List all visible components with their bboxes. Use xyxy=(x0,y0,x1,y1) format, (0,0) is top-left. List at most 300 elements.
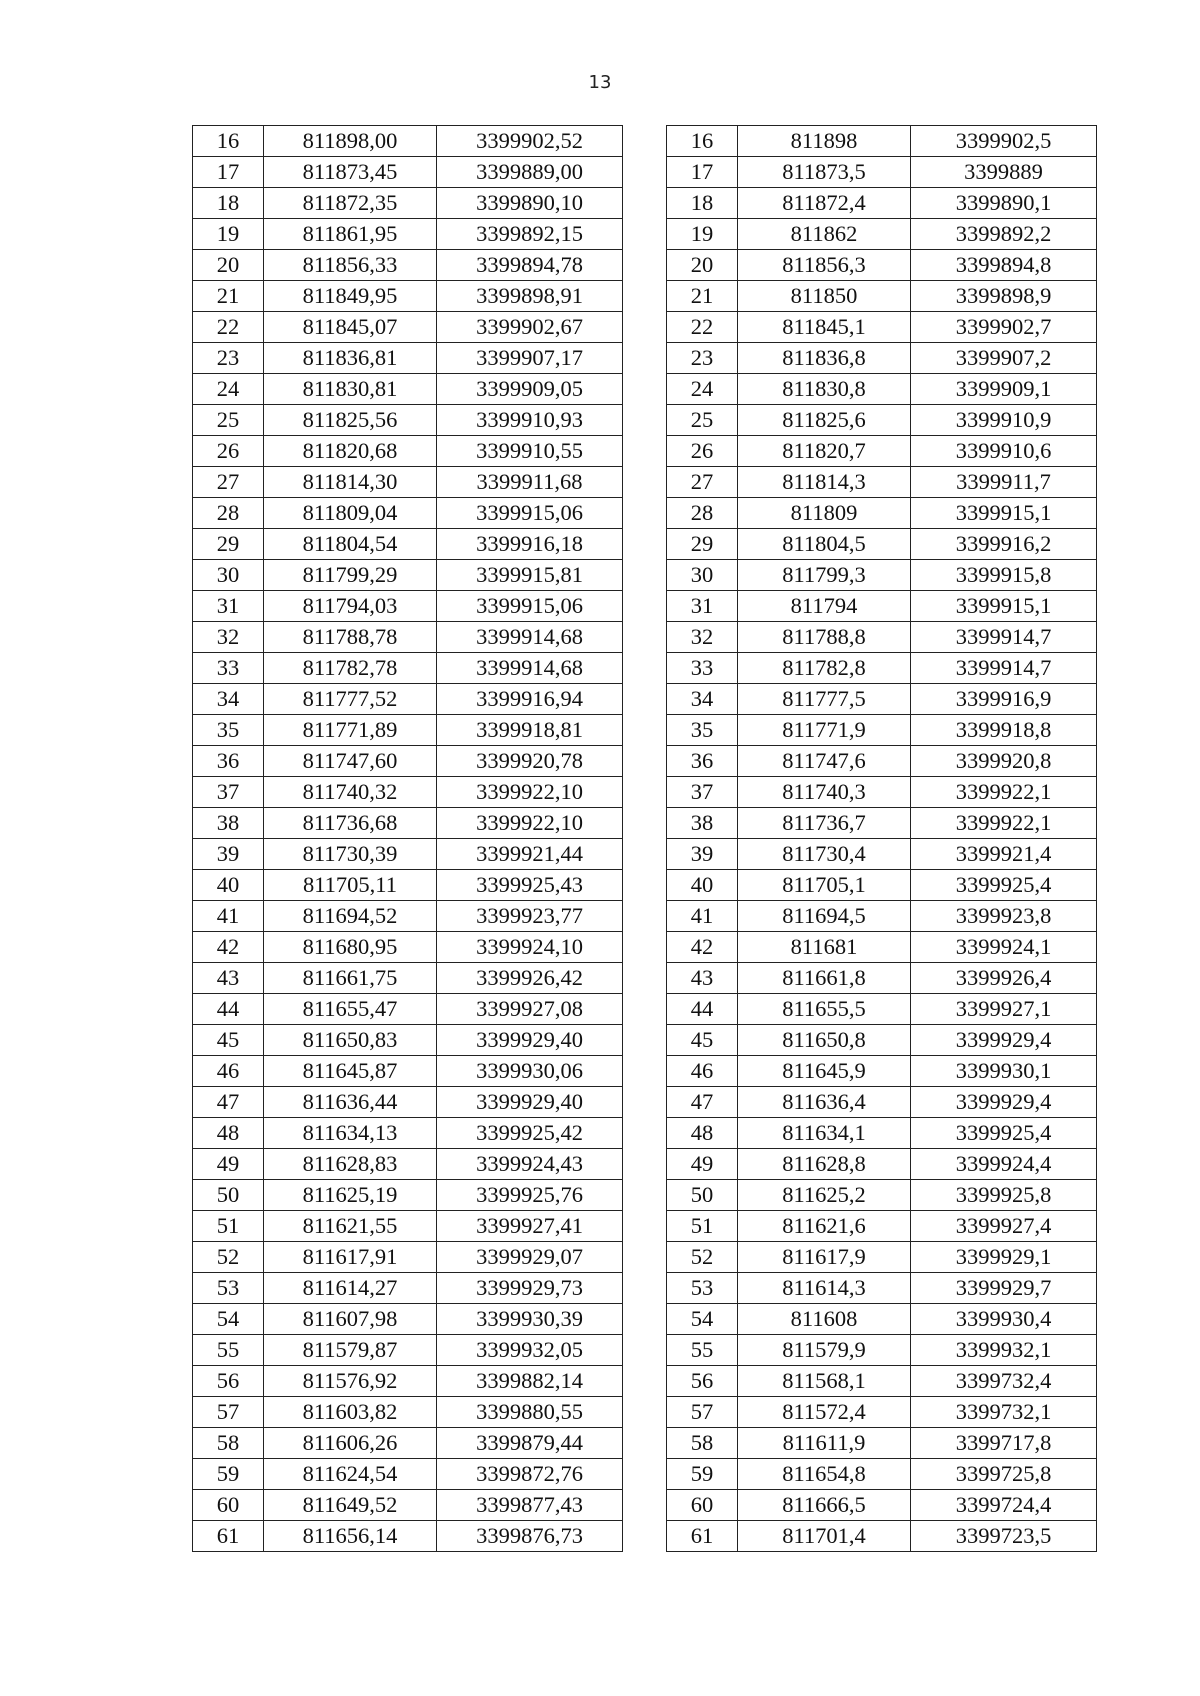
point-number-cell: 41 xyxy=(193,901,264,932)
y-coordinate-cell: 3399910,9 xyxy=(911,405,1097,436)
point-number-cell: 25 xyxy=(667,405,738,436)
y-coordinate-cell: 3399925,8 xyxy=(911,1180,1097,1211)
x-coordinate-cell: 811850 xyxy=(738,281,911,312)
y-coordinate-cell: 3399902,7 xyxy=(911,312,1097,343)
table-row xyxy=(193,1366,623,1397)
table-row xyxy=(667,188,1097,219)
x-coordinate-cell: 811898 xyxy=(738,126,911,157)
y-coordinate-cell: 3399902,5 xyxy=(911,126,1097,157)
x-coordinate-cell: 811655,47 xyxy=(264,994,437,1025)
y-coordinate-cell: 3399921,4 xyxy=(911,839,1097,870)
y-coordinate-cell: 3399914,68 xyxy=(437,653,623,684)
x-coordinate-cell: 811862 xyxy=(738,219,911,250)
y-coordinate-cell: 3399915,1 xyxy=(911,498,1097,529)
table-row xyxy=(667,1149,1097,1180)
y-coordinate-cell: 3399910,93 xyxy=(437,405,623,436)
y-coordinate-cell: 3399927,41 xyxy=(437,1211,623,1242)
point-number-cell: 51 xyxy=(193,1211,264,1242)
table-row xyxy=(193,622,623,653)
y-coordinate-cell: 3399725,8 xyxy=(911,1459,1097,1490)
y-coordinate-cell: 3399930,4 xyxy=(911,1304,1097,1335)
point-number-cell: 45 xyxy=(667,1025,738,1056)
x-coordinate-cell: 811872,4 xyxy=(738,188,911,219)
table-row xyxy=(193,808,623,839)
y-coordinate-cell: 3399914,68 xyxy=(437,622,623,653)
y-coordinate-cell: 3399916,94 xyxy=(437,684,623,715)
point-number-cell: 39 xyxy=(667,839,738,870)
point-number-cell: 51 xyxy=(667,1211,738,1242)
point-number-cell: 48 xyxy=(193,1118,264,1149)
x-coordinate-cell: 811740,3 xyxy=(738,777,911,808)
table-row xyxy=(193,1490,623,1521)
point-number-cell: 61 xyxy=(667,1521,738,1552)
x-coordinate-cell: 811656,14 xyxy=(264,1521,437,1552)
x-coordinate-cell: 811624,54 xyxy=(264,1459,437,1490)
table-row xyxy=(193,1087,623,1118)
point-number-cell: 45 xyxy=(193,1025,264,1056)
x-coordinate-cell: 811705,1 xyxy=(738,870,911,901)
y-coordinate-cell: 3399927,08 xyxy=(437,994,623,1025)
point-number-cell: 52 xyxy=(193,1242,264,1273)
y-coordinate-cell: 3399923,77 xyxy=(437,901,623,932)
point-number-cell: 21 xyxy=(667,281,738,312)
table-row xyxy=(193,405,623,436)
point-number-cell: 57 xyxy=(667,1397,738,1428)
y-coordinate-cell: 3399889,00 xyxy=(437,157,623,188)
y-coordinate-cell: 3399880,55 xyxy=(437,1397,623,1428)
x-coordinate-cell: 811576,92 xyxy=(264,1366,437,1397)
table-row xyxy=(667,436,1097,467)
x-coordinate-cell: 811579,87 xyxy=(264,1335,437,1366)
y-coordinate-cell: 3399909,05 xyxy=(437,374,623,405)
table-row xyxy=(193,932,623,963)
point-number-cell: 47 xyxy=(667,1087,738,1118)
point-number-cell: 61 xyxy=(193,1521,264,1552)
y-coordinate-cell: 3399925,42 xyxy=(437,1118,623,1149)
table-row xyxy=(667,932,1097,963)
point-number-cell: 39 xyxy=(193,839,264,870)
table-row xyxy=(667,746,1097,777)
table-row xyxy=(193,436,623,467)
y-coordinate-cell: 3399898,9 xyxy=(911,281,1097,312)
table-row xyxy=(193,591,623,622)
x-coordinate-cell: 811572,4 xyxy=(738,1397,911,1428)
table-row xyxy=(667,870,1097,901)
x-coordinate-cell: 811628,83 xyxy=(264,1149,437,1180)
point-number-cell: 55 xyxy=(667,1335,738,1366)
table-row xyxy=(667,1428,1097,1459)
table-row xyxy=(193,188,623,219)
x-coordinate-cell: 811825,56 xyxy=(264,405,437,436)
point-number-cell: 49 xyxy=(193,1149,264,1180)
x-coordinate-cell: 811849,95 xyxy=(264,281,437,312)
x-coordinate-cell: 811777,52 xyxy=(264,684,437,715)
table-row xyxy=(667,157,1097,188)
table-row xyxy=(193,963,623,994)
table-row xyxy=(193,1397,623,1428)
y-coordinate-cell: 3399914,7 xyxy=(911,653,1097,684)
x-coordinate-cell: 811579,9 xyxy=(738,1335,911,1366)
table-row xyxy=(667,715,1097,746)
table-row xyxy=(667,1273,1097,1304)
point-number-cell: 46 xyxy=(193,1056,264,1087)
x-coordinate-cell: 811617,9 xyxy=(738,1242,911,1273)
y-coordinate-cell: 3399902,52 xyxy=(437,126,623,157)
y-coordinate-cell: 3399924,1 xyxy=(911,932,1097,963)
table-row xyxy=(193,1428,623,1459)
x-coordinate-cell: 811794 xyxy=(738,591,911,622)
x-coordinate-cell: 811782,8 xyxy=(738,653,911,684)
table-row xyxy=(667,529,1097,560)
y-coordinate-cell: 3399921,44 xyxy=(437,839,623,870)
y-coordinate-cell: 3399926,42 xyxy=(437,963,623,994)
point-number-cell: 55 xyxy=(193,1335,264,1366)
table-row xyxy=(667,405,1097,436)
table-row xyxy=(667,1118,1097,1149)
x-coordinate-cell: 811804,5 xyxy=(738,529,911,560)
point-number-cell: 53 xyxy=(667,1273,738,1304)
table-row xyxy=(667,1211,1097,1242)
x-coordinate-cell: 811634,1 xyxy=(738,1118,911,1149)
y-coordinate-cell: 3399925,76 xyxy=(437,1180,623,1211)
y-coordinate-cell: 3399916,2 xyxy=(911,529,1097,560)
point-number-cell: 28 xyxy=(667,498,738,529)
point-number-cell: 27 xyxy=(667,467,738,498)
table-row xyxy=(667,250,1097,281)
table-row xyxy=(667,1397,1097,1428)
point-number-cell: 21 xyxy=(193,281,264,312)
x-coordinate-cell: 811804,54 xyxy=(264,529,437,560)
point-number-cell: 43 xyxy=(193,963,264,994)
table-row xyxy=(193,1273,623,1304)
table-row xyxy=(193,498,623,529)
table-row xyxy=(193,839,623,870)
point-number-cell: 22 xyxy=(667,312,738,343)
point-number-cell: 20 xyxy=(193,250,264,281)
x-coordinate-cell: 811788,8 xyxy=(738,622,911,653)
table-row xyxy=(667,622,1097,653)
y-coordinate-cell: 3399915,8 xyxy=(911,560,1097,591)
x-coordinate-cell: 811736,68 xyxy=(264,808,437,839)
point-number-cell: 41 xyxy=(667,901,738,932)
x-coordinate-cell: 811873,45 xyxy=(264,157,437,188)
y-coordinate-cell: 3399925,43 xyxy=(437,870,623,901)
table-row xyxy=(667,1304,1097,1335)
table-row xyxy=(193,219,623,250)
right-coordinates-table xyxy=(666,125,1097,1552)
point-number-cell: 57 xyxy=(193,1397,264,1428)
x-coordinate-cell: 811777,5 xyxy=(738,684,911,715)
table-row xyxy=(193,1149,623,1180)
y-coordinate-cell: 3399929,40 xyxy=(437,1025,623,1056)
point-number-cell: 40 xyxy=(193,870,264,901)
table-row xyxy=(667,281,1097,312)
point-number-cell: 36 xyxy=(667,746,738,777)
y-coordinate-cell: 3399915,06 xyxy=(437,591,623,622)
x-coordinate-cell: 811814,30 xyxy=(264,467,437,498)
table-row xyxy=(667,126,1097,157)
point-number-cell: 34 xyxy=(667,684,738,715)
left-coordinates-table xyxy=(192,125,623,1552)
y-coordinate-cell: 3399924,4 xyxy=(911,1149,1097,1180)
point-number-cell: 19 xyxy=(667,219,738,250)
x-coordinate-cell: 811845,07 xyxy=(264,312,437,343)
x-coordinate-cell: 811836,8 xyxy=(738,343,911,374)
y-coordinate-cell: 3399916,9 xyxy=(911,684,1097,715)
point-number-cell: 29 xyxy=(193,529,264,560)
table-row xyxy=(667,1242,1097,1273)
x-coordinate-cell: 811568,1 xyxy=(738,1366,911,1397)
y-coordinate-cell: 3399929,07 xyxy=(437,1242,623,1273)
x-coordinate-cell: 811836,81 xyxy=(264,343,437,374)
y-coordinate-cell: 3399910,55 xyxy=(437,436,623,467)
point-number-cell: 47 xyxy=(193,1087,264,1118)
table-row xyxy=(667,219,1097,250)
y-coordinate-cell: 3399922,10 xyxy=(437,808,623,839)
point-number-cell: 31 xyxy=(667,591,738,622)
point-number-cell: 36 xyxy=(193,746,264,777)
y-coordinate-cell: 3399929,1 xyxy=(911,1242,1097,1273)
point-number-cell: 26 xyxy=(667,436,738,467)
point-number-cell: 35 xyxy=(667,715,738,746)
left-table-body xyxy=(193,126,623,1552)
y-coordinate-cell: 3399920,78 xyxy=(437,746,623,777)
x-coordinate-cell: 811634,13 xyxy=(264,1118,437,1149)
table-row xyxy=(193,1521,623,1552)
x-coordinate-cell: 811607,98 xyxy=(264,1304,437,1335)
point-number-cell: 60 xyxy=(193,1490,264,1521)
x-coordinate-cell: 811650,8 xyxy=(738,1025,911,1056)
x-coordinate-cell: 811825,6 xyxy=(738,405,911,436)
x-coordinate-cell: 811645,9 xyxy=(738,1056,911,1087)
x-coordinate-cell: 811614,3 xyxy=(738,1273,911,1304)
y-coordinate-cell: 3399922,10 xyxy=(437,777,623,808)
point-number-cell: 49 xyxy=(667,1149,738,1180)
y-coordinate-cell: 3399925,4 xyxy=(911,870,1097,901)
x-coordinate-cell: 811740,32 xyxy=(264,777,437,808)
y-coordinate-cell: 3399932,1 xyxy=(911,1335,1097,1366)
y-coordinate-cell: 3399911,68 xyxy=(437,467,623,498)
x-coordinate-cell: 811771,89 xyxy=(264,715,437,746)
x-coordinate-cell: 811606,26 xyxy=(264,1428,437,1459)
y-coordinate-cell: 3399876,73 xyxy=(437,1521,623,1552)
y-coordinate-cell: 3399879,44 xyxy=(437,1428,623,1459)
y-coordinate-cell: 3399717,8 xyxy=(911,1428,1097,1459)
table-row xyxy=(667,963,1097,994)
point-number-cell: 34 xyxy=(193,684,264,715)
table-row xyxy=(667,839,1097,870)
table-row xyxy=(193,250,623,281)
point-number-cell: 50 xyxy=(667,1180,738,1211)
x-coordinate-cell: 811820,7 xyxy=(738,436,911,467)
y-coordinate-cell: 3399907,17 xyxy=(437,343,623,374)
point-number-cell: 37 xyxy=(193,777,264,808)
y-coordinate-cell: 3399872,76 xyxy=(437,1459,623,1490)
y-coordinate-cell: 3399915,06 xyxy=(437,498,623,529)
point-number-cell: 18 xyxy=(667,188,738,219)
table-row xyxy=(193,374,623,405)
y-coordinate-cell: 3399926,4 xyxy=(911,963,1097,994)
point-number-cell: 42 xyxy=(667,932,738,963)
x-coordinate-cell: 811636,44 xyxy=(264,1087,437,1118)
y-coordinate-cell: 3399724,4 xyxy=(911,1490,1097,1521)
x-coordinate-cell: 811636,4 xyxy=(738,1087,911,1118)
x-coordinate-cell: 811747,6 xyxy=(738,746,911,777)
table-row xyxy=(667,1366,1097,1397)
x-coordinate-cell: 811799,29 xyxy=(264,560,437,591)
point-number-cell: 24 xyxy=(667,374,738,405)
x-coordinate-cell: 811611,9 xyxy=(738,1428,911,1459)
table-row xyxy=(193,560,623,591)
table-row xyxy=(193,281,623,312)
point-number-cell: 17 xyxy=(193,157,264,188)
x-coordinate-cell: 811666,5 xyxy=(738,1490,911,1521)
y-coordinate-cell: 3399924,43 xyxy=(437,1149,623,1180)
y-coordinate-cell: 3399916,18 xyxy=(437,529,623,560)
x-coordinate-cell: 811799,3 xyxy=(738,560,911,591)
x-coordinate-cell: 811809 xyxy=(738,498,911,529)
table-row xyxy=(667,1459,1097,1490)
x-coordinate-cell: 811814,3 xyxy=(738,467,911,498)
point-number-cell: 16 xyxy=(193,126,264,157)
table-row xyxy=(667,901,1097,932)
point-number-cell: 17 xyxy=(667,157,738,188)
table-row xyxy=(193,1304,623,1335)
y-coordinate-cell: 3399925,4 xyxy=(911,1118,1097,1149)
point-number-cell: 50 xyxy=(193,1180,264,1211)
point-number-cell: 24 xyxy=(193,374,264,405)
table-row xyxy=(667,560,1097,591)
table-row xyxy=(667,1490,1097,1521)
y-coordinate-cell: 3399732,1 xyxy=(911,1397,1097,1428)
point-number-cell: 19 xyxy=(193,219,264,250)
table-row xyxy=(193,1242,623,1273)
y-coordinate-cell: 3399890,1 xyxy=(911,188,1097,219)
point-number-cell: 27 xyxy=(193,467,264,498)
point-number-cell: 23 xyxy=(193,343,264,374)
y-coordinate-cell: 3399909,1 xyxy=(911,374,1097,405)
point-number-cell: 35 xyxy=(193,715,264,746)
x-coordinate-cell: 811694,5 xyxy=(738,901,911,932)
y-coordinate-cell: 3399882,14 xyxy=(437,1366,623,1397)
table-row xyxy=(667,1180,1097,1211)
y-coordinate-cell: 3399922,1 xyxy=(911,808,1097,839)
x-coordinate-cell: 811705,11 xyxy=(264,870,437,901)
x-coordinate-cell: 811649,52 xyxy=(264,1490,437,1521)
x-coordinate-cell: 811782,78 xyxy=(264,653,437,684)
point-number-cell: 30 xyxy=(667,560,738,591)
table-row xyxy=(193,529,623,560)
x-coordinate-cell: 811625,19 xyxy=(264,1180,437,1211)
x-coordinate-cell: 811809,04 xyxy=(264,498,437,529)
y-coordinate-cell: 3399930,1 xyxy=(911,1056,1097,1087)
table-row xyxy=(193,1459,623,1490)
y-coordinate-cell: 3399892,15 xyxy=(437,219,623,250)
y-coordinate-cell: 3399892,2 xyxy=(911,219,1097,250)
x-coordinate-cell: 811650,83 xyxy=(264,1025,437,1056)
table-row xyxy=(667,808,1097,839)
point-number-cell: 33 xyxy=(193,653,264,684)
x-coordinate-cell: 811730,39 xyxy=(264,839,437,870)
y-coordinate-cell: 3399929,7 xyxy=(911,1273,1097,1304)
x-coordinate-cell: 811845,1 xyxy=(738,312,911,343)
x-coordinate-cell: 811655,5 xyxy=(738,994,911,1025)
x-coordinate-cell: 811771,9 xyxy=(738,715,911,746)
y-coordinate-cell: 3399732,4 xyxy=(911,1366,1097,1397)
y-coordinate-cell: 3399898,91 xyxy=(437,281,623,312)
y-coordinate-cell: 3399889 xyxy=(911,157,1097,188)
x-coordinate-cell: 811747,60 xyxy=(264,746,437,777)
point-number-cell: 20 xyxy=(667,250,738,281)
point-number-cell: 52 xyxy=(667,1242,738,1273)
point-number-cell: 54 xyxy=(667,1304,738,1335)
y-coordinate-cell: 3399920,8 xyxy=(911,746,1097,777)
x-coordinate-cell: 811830,8 xyxy=(738,374,911,405)
table-row xyxy=(667,994,1097,1025)
y-coordinate-cell: 3399890,10 xyxy=(437,188,623,219)
table-row xyxy=(193,746,623,777)
x-coordinate-cell: 811736,7 xyxy=(738,808,911,839)
table-row xyxy=(667,498,1097,529)
x-coordinate-cell: 811730,4 xyxy=(738,839,911,870)
x-coordinate-cell: 811830,81 xyxy=(264,374,437,405)
y-coordinate-cell: 3399915,1 xyxy=(911,591,1097,622)
point-number-cell: 58 xyxy=(667,1428,738,1459)
x-coordinate-cell: 811621,55 xyxy=(264,1211,437,1242)
x-coordinate-cell: 811788,78 xyxy=(264,622,437,653)
table-row xyxy=(193,870,623,901)
point-number-cell: 23 xyxy=(667,343,738,374)
x-coordinate-cell: 811794,03 xyxy=(264,591,437,622)
table-row xyxy=(667,1025,1097,1056)
y-coordinate-cell: 3399929,40 xyxy=(437,1087,623,1118)
table-row xyxy=(193,1118,623,1149)
x-coordinate-cell: 811645,87 xyxy=(264,1056,437,1087)
x-coordinate-cell: 811861,95 xyxy=(264,219,437,250)
y-coordinate-cell: 3399902,67 xyxy=(437,312,623,343)
x-coordinate-cell: 811681 xyxy=(738,932,911,963)
point-number-cell: 58 xyxy=(193,1428,264,1459)
x-coordinate-cell: 811872,35 xyxy=(264,188,437,219)
point-number-cell: 29 xyxy=(667,529,738,560)
table-row xyxy=(193,1025,623,1056)
y-coordinate-cell: 3399907,2 xyxy=(911,343,1097,374)
table-row xyxy=(193,653,623,684)
table-row xyxy=(667,1087,1097,1118)
x-coordinate-cell: 811856,3 xyxy=(738,250,911,281)
point-number-cell: 26 xyxy=(193,436,264,467)
point-number-cell: 37 xyxy=(667,777,738,808)
point-number-cell: 48 xyxy=(667,1118,738,1149)
x-coordinate-cell: 811628,8 xyxy=(738,1149,911,1180)
point-number-cell: 60 xyxy=(667,1490,738,1521)
point-number-cell: 59 xyxy=(667,1459,738,1490)
table-row xyxy=(193,901,623,932)
x-coordinate-cell: 811661,75 xyxy=(264,963,437,994)
table-row xyxy=(193,343,623,374)
y-coordinate-cell: 3399930,06 xyxy=(437,1056,623,1087)
table-row xyxy=(667,591,1097,622)
y-coordinate-cell: 3399911,7 xyxy=(911,467,1097,498)
point-number-cell: 54 xyxy=(193,1304,264,1335)
y-coordinate-cell: 3399927,1 xyxy=(911,994,1097,1025)
table-row xyxy=(193,126,623,157)
y-coordinate-cell: 3399894,8 xyxy=(911,250,1097,281)
point-number-cell: 44 xyxy=(193,994,264,1025)
table-row xyxy=(667,777,1097,808)
x-coordinate-cell: 811621,6 xyxy=(738,1211,911,1242)
table-row xyxy=(193,1211,623,1242)
